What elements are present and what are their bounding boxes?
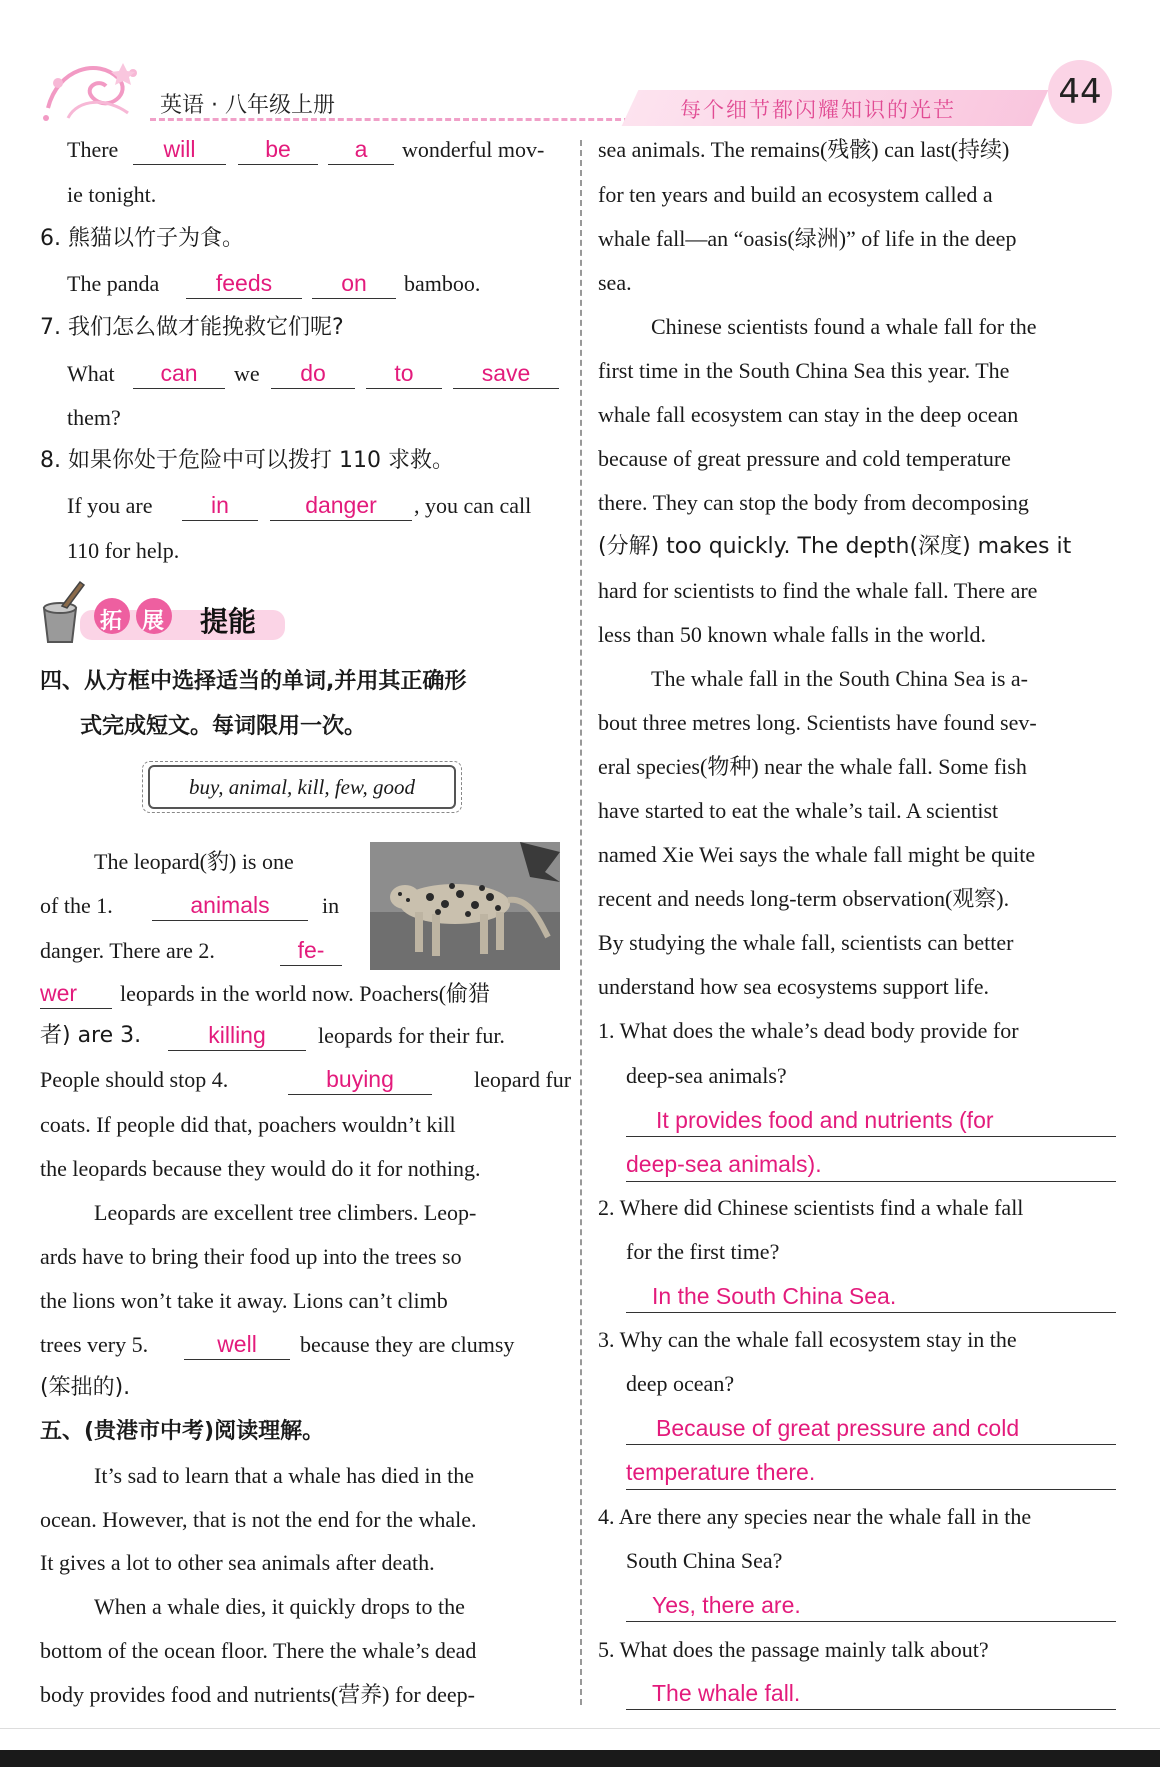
paint-bucket-icon: [44, 582, 84, 642]
part4-line12-prefix: trees very 5.: [40, 1332, 149, 1357]
part4-line12-suffix: because they are clumsy: [300, 1332, 515, 1357]
passage-line: whale fall ecosystem can stay in the deep ocean: [598, 402, 1019, 427]
answer-3-line2: temperature there.: [626, 1457, 1116, 1490]
answer-blank: feeds: [186, 270, 302, 299]
part5-title: 五、(贵港市中考)阅读理解。: [40, 1419, 325, 1444]
q7-word: What: [67, 361, 115, 386]
passage-line: named Xie Wei says the whale fall might be quite: [598, 842, 1036, 867]
answer-1-line1: It provides food and nutrients (for: [626, 1105, 1116, 1137]
part4-line5-suffix: leopards for their fur.: [318, 1023, 505, 1048]
passage-line: The whale fall in the South China Sea is a-: [651, 666, 1028, 691]
answer-blank-2b: wer: [40, 980, 112, 1009]
question-2-cont: for the first time?: [626, 1239, 780, 1264]
q7-line2: them?: [67, 405, 121, 430]
part5-p2-line1: When a whale dies, it quickly drops to the: [94, 1594, 465, 1619]
passage-line: because of great pressure and cold temperature: [598, 446, 1011, 471]
question-4: 4. Are there any species near the whale fall in the: [598, 1504, 1032, 1529]
passage-line: eral species(物种) near the whale fall. Some fish: [598, 754, 1027, 779]
answer-blank-3: killing: [168, 1022, 306, 1051]
passage-line: less than 50 known whale falls in the world.: [598, 622, 986, 647]
answer-blank: a: [328, 136, 394, 165]
passage-line: By studying the whale fall, scientists can better: [598, 930, 1014, 955]
passage-line: recent and needs long-term observation(观察).: [598, 886, 1010, 911]
header-divider: [150, 118, 630, 121]
part4-line9: Leopards are excellent tree climbers. Leop-: [94, 1200, 477, 1225]
answer-blank-4: buying: [288, 1066, 432, 1095]
answer-blank: in: [182, 492, 258, 521]
floral-ornament-icon: [38, 58, 148, 128]
page-bottom-line: [0, 1728, 1160, 1729]
answer-blank: can: [133, 360, 225, 389]
passage-line: Chinese scientists found a whale fall for the: [651, 314, 1037, 339]
part4-title-line2: 式完成短文。每词限用一次。: [80, 714, 367, 739]
q6-chinese: 6. 熊猫以竹子为食。: [40, 226, 244, 251]
part4-line13: (笨拙的).: [40, 1375, 131, 1400]
q5-prefix: There: [67, 137, 119, 162]
answer-1-line2: deep-sea animals).: [626, 1149, 1116, 1182]
part5-p1-line3: It gives a lot to other sea animals after death.: [40, 1550, 435, 1575]
answer-3-line1: Because of great pressure and cold: [626, 1413, 1116, 1445]
answer-blank: danger: [270, 492, 412, 521]
question-1-cont: deep-sea animals?: [626, 1063, 787, 1088]
answer-blank-2a: fe-: [280, 937, 342, 966]
part4-title-line1: 四、从方框中选择适当的单词,并用其正确形: [40, 669, 467, 694]
q8-chinese: 8. 如果你处于危险中可以拨打 110 求救。: [40, 448, 454, 473]
answer-4: Yes, there are.: [626, 1590, 1116, 1622]
badge-title: 提能: [200, 605, 257, 638]
part4-line6-suffix: leopard fur: [474, 1067, 572, 1092]
q8-line2: 110 for help.: [67, 538, 180, 563]
answer-blank: save: [453, 360, 559, 389]
answer-blank-5: well: [184, 1331, 290, 1360]
q6-suffix: bamboo.: [404, 271, 481, 296]
part4-line4: leopards in the world now. Poachers(偷猎: [120, 981, 491, 1006]
question-3-cont: deep ocean?: [626, 1371, 735, 1396]
answer-blank: be: [238, 136, 318, 165]
footer-bar: [0, 1750, 1160, 1767]
answer-5: The whale fall.: [626, 1678, 1116, 1710]
leopard-photo: [370, 842, 560, 970]
badge-char-2: 展: [142, 609, 165, 634]
question-2: 2. Where did Chinese scientists find a whale fall: [598, 1195, 1024, 1220]
answer-blank: will: [133, 136, 226, 165]
question-4-cont: South China Sea?: [626, 1548, 783, 1573]
part4-line11: the lions won’t take it away. Lions can’t climb: [40, 1288, 448, 1313]
answer-blank: do: [271, 360, 355, 389]
q7-word: we: [234, 361, 260, 386]
answer-2: In the South China Sea.: [626, 1281, 1116, 1313]
part4-line8: the leopards because they would do it for nothing.: [40, 1156, 481, 1181]
passage-line: first time in the South China Sea this year. The: [598, 358, 1010, 383]
part4-line6-prefix: People should stop 4.: [40, 1067, 229, 1092]
q8-suffix: , you can call: [414, 493, 532, 518]
passage-line: sea animals. The remains(残骸) can last(持续): [598, 137, 1010, 162]
word-box: buy, animal, kill, few, good: [148, 765, 456, 809]
passage-line: understand how sea ecosystems support life.: [598, 974, 990, 999]
part5-p2-line3: body provides food and nutrients(营养) for deep-: [40, 1682, 476, 1707]
page-number: 44: [1048, 60, 1112, 124]
question-5: 5. What does the passage mainly talk about?: [598, 1637, 989, 1662]
part4-line2-suffix: in: [322, 893, 340, 918]
badge-char-1: 拓: [100, 609, 123, 634]
part4-line10: ards have to bring their food up into the trees so: [40, 1244, 462, 1269]
passage-line: whale fall—an “oasis(绿洲)” of life in the deep: [598, 226, 1017, 251]
answer-blank-1: animals: [152, 892, 308, 921]
passage-line: for ten years and build an ecosystem called a: [598, 182, 993, 207]
q5-suffix: wonderful mov-: [402, 137, 545, 162]
answer-blank: to: [366, 360, 442, 389]
q8-prefix: If you are: [67, 493, 153, 518]
part5-p2-line2: bottom of the ocean floor. There the whale’s dead: [40, 1638, 477, 1663]
q5-line2: ie tonight.: [67, 182, 157, 207]
question-3: 3. Why can the whale fall ecosystem stay in the: [598, 1327, 1017, 1352]
q6-prefix: The panda: [67, 271, 160, 296]
header-slogan: 每个细节都闪耀知识的光芒: [680, 98, 956, 122]
passage-line: have started to eat the whale’s tail. A scientist: [598, 798, 999, 823]
part5-p1-line1: It’s sad to learn that a whale has died in the: [94, 1463, 474, 1488]
part4-line3-prefix: danger. There are 2.: [40, 938, 215, 963]
q7-chinese: 7. 我们怎么做才能挽救它们呢?: [40, 315, 344, 340]
part4-line1: The leopard(豹) is one: [94, 849, 294, 874]
column-divider: [580, 140, 582, 1705]
passage-line: there. They can stop the body from decomposing: [598, 490, 1029, 515]
book-title: 英语 · 八年级上册: [160, 93, 335, 118]
answer-blank: on: [312, 270, 396, 299]
passage-line: hard for scientists to find the whale fall. There are: [598, 578, 1038, 603]
passage-line: (分解) too quickly. The depth(深度) makes it: [598, 534, 1072, 559]
part4-line2-prefix: of the 1.: [40, 893, 113, 918]
question-1: 1. What does the whale’s dead body provide for: [598, 1018, 1019, 1043]
part4-line7: coats. If people did that, poachers wouldn’t kill: [40, 1112, 456, 1137]
extension-section-badge: [40, 580, 300, 650]
part4-line5-prefix: 者) are 3.: [40, 1023, 142, 1048]
passage-line: bout three metres long. Scientists have found sev-: [598, 710, 1037, 735]
part5-p1-line2: ocean. However, that is not the end for the whale.: [40, 1507, 477, 1532]
passage-line: sea.: [598, 270, 632, 295]
